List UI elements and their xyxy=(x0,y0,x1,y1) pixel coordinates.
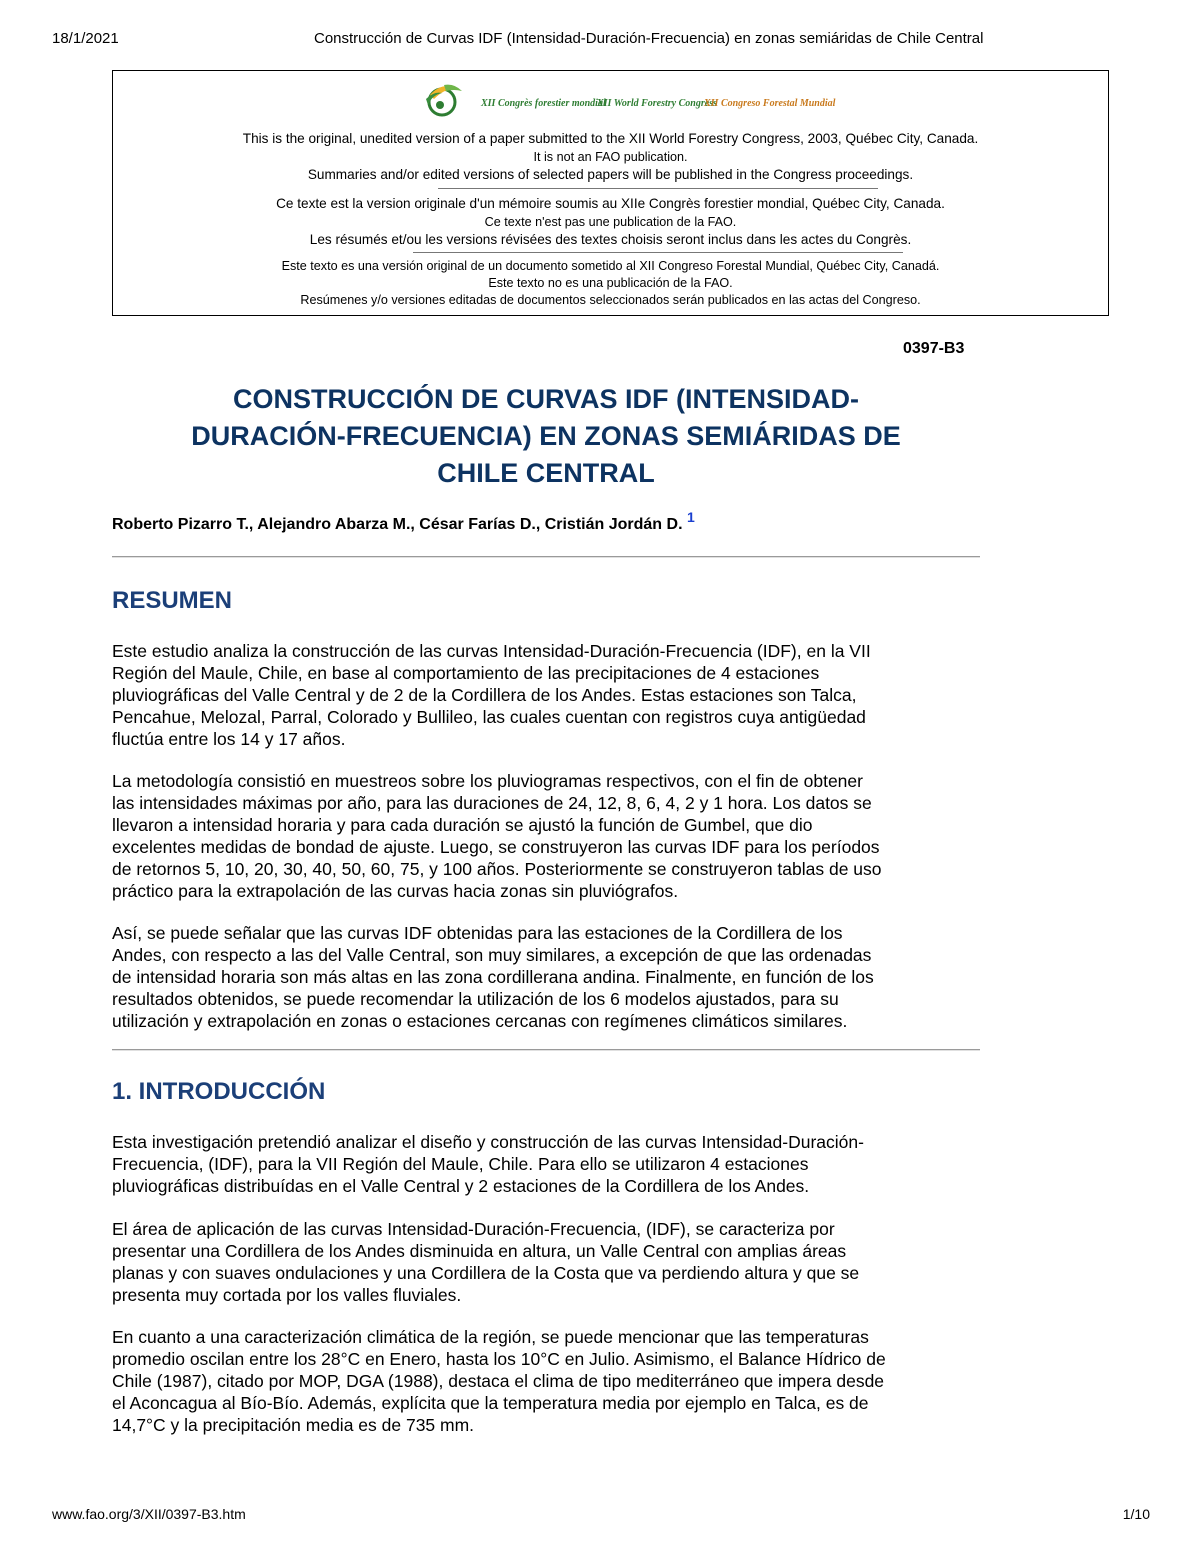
text-line: pluviográficas del Valle Central y de 2 de la Cordillera de los Andes. Estas estaciones son Talca, xyxy=(112,685,857,705)
text-line: fluctúa entre los 14 y 17 años. xyxy=(112,729,346,749)
footnote-link[interactable]: 1 xyxy=(686,509,695,525)
text-line: Andes, con respecto a las del Valle Central, son muy similares, a excepción de que las ordenadas xyxy=(112,945,872,965)
text-line: planas y con suaves ondulaciones y una Cordillera de la Costa que va perdiendo altura y que se xyxy=(112,1263,860,1283)
text-line: presentar una Cordillera de los Andes disminuida en altura, un Valle Central con amplias áreas xyxy=(112,1241,847,1261)
paragraph xyxy=(112,1131,992,1197)
notice-line: Este texto es una versión original de un documento sometido al XII Congreso Forestal Mundial, Québec City, Canadá. xyxy=(281,259,940,273)
text-line: Chile (1987), citado por MOP, DGA (1988), destaca el clima de tipo mediterráneo que impera desde xyxy=(112,1371,885,1391)
notice-line: It is not an FAO publication. xyxy=(533,150,688,164)
notice-english xyxy=(113,130,1108,184)
text-line: La metodología consistió en muestreos sobre los pluviogramas respectivos, con el fin de obtener xyxy=(112,771,863,791)
paragraph xyxy=(112,1326,992,1436)
text-line: pluviográficas distribuídas en el Valle Central y 2 estaciones de la Cordillera de los Andes. xyxy=(112,1176,810,1196)
horizontal-rule xyxy=(112,1049,980,1051)
author-list: Roberto Pizarro T., Alejandro Abarza M., César Farías D., Cristián Jordán D. xyxy=(112,516,683,533)
text-line: Frecuencia, (IDF), para la VII Región del Maule, Chile. Para ello se utilizaron 4 estaciones xyxy=(112,1154,809,1174)
text-line: 14,7°C y la precipitación media es de 735 mm. xyxy=(112,1415,475,1435)
notice-line: Les résumés et/ou les versions révisées des textes choisis seront inclus dans les actes du Congrès. xyxy=(309,232,912,247)
notice-line: This is the original, unedited version of a paper submitted to the XII World Forestry Congress, 2003, Québec City, Canada. xyxy=(242,131,979,146)
heading-resumen: RESUMEN xyxy=(112,587,233,614)
text-line: Así, se puede señalar que las curvas IDF obtenidas para las estaciones de la Cordillera de los xyxy=(112,923,843,943)
banner-text-fr: XII World Forestry Congress xyxy=(597,98,717,109)
title-line: CONSTRUCCIÓN DE CURVAS IDF (INTENSIDAD- xyxy=(232,384,859,414)
banner-text-es: XII Congreso Forestal Mundial xyxy=(704,98,836,109)
text-line: resultados obtenidos, se puede recomendar la utilización de los 6 modelos ajustados, para su xyxy=(112,989,839,1009)
paragraph xyxy=(112,640,992,750)
title-line: DURACIÓN-FRECUENCIA) EN ZONAS SEMIÁRIDAS DE xyxy=(191,421,901,451)
notice-line: Summaries and/or edited versions of selected papers will be published in the Congress proceedings. xyxy=(307,167,914,182)
text-line: presenta muy cortada por los valles fluviales. xyxy=(112,1285,462,1305)
text-line: de intensidad horaria son más altas en las zona cordillerana andina. Finalmente, en función de los xyxy=(112,967,874,987)
text-line: Región del Maule, Chile, en base al comportamiento de las precipitaciones de 4 estaciones xyxy=(112,663,820,683)
print-page-title: Construcción de Curvas IDF (Intensidad-Duración-Frecuencia) en zonas semiáridas de Chile Central xyxy=(314,30,984,47)
text-line: práctico para la extrapolación de las curvas hacia zonas sin pluviógrafos. xyxy=(112,881,679,901)
text-line: llevaron a intensidad horaria y para cada duración se ajustó la función de Gumbel, que dio xyxy=(112,815,813,835)
text-line: Este estudio analiza la construcción de las curvas Intensidad-Duración-Frecuencia (IDF), en la VII xyxy=(112,641,871,661)
horizontal-rule xyxy=(112,556,980,558)
text-line: excelentes medidas de bondad de ajuste. Luego, se construyeron las curvas IDF para los períodos xyxy=(112,837,880,857)
notice-divider xyxy=(413,252,903,253)
text-line: utilización y extrapolación en zonas o estaciones cercanas con regímenes climáticos similares. xyxy=(112,1011,848,1031)
heading-introduccion: 1. INTRODUCCIÓN xyxy=(112,1078,326,1105)
page-number: 1/10 xyxy=(1122,1506,1150,1522)
text-line: el Aconcagua al Bío-Bío. Además, explícita que la temperatura media por ejemplo en Talca, es de xyxy=(112,1393,869,1413)
notice-divider xyxy=(438,188,878,189)
print-footer xyxy=(52,1506,1150,1526)
banner-text-en: XII Congrès forestier mondial xyxy=(481,98,606,109)
notice-spanish xyxy=(113,258,1108,309)
notice-french xyxy=(113,195,1108,249)
paragraph xyxy=(112,770,992,902)
text-line: las intensidades máximas por año, para las duraciones de 24, 12, 8, 6, 4, 2 y 1 hora. Los datos se xyxy=(112,793,872,813)
text-line: promedio oscilan entre los 28°C en Enero, hasta los 10°C en Julio. Asimismo, el Balance Hídrico de xyxy=(112,1349,886,1369)
text-line: de retornos 5, 10, 20, 30, 40, 50, 60, 75, y 100 años. Posteriormente se construyeron tablas de uso xyxy=(112,859,882,879)
notice-line: Ce texte est la version originale d'un mémoire soumis au XIIe Congrès forestier mondial, Québec City, Canada. xyxy=(276,196,945,211)
title-line: CHILE CENTRAL xyxy=(437,458,655,488)
congress-logo-icon xyxy=(420,81,466,119)
text-line: Pencahue, Melozal, Parral, Colorado y Bullileo, las cuales cuentan con registros cuya antigüedad xyxy=(112,707,866,727)
document-code: 0397-B3 xyxy=(903,340,965,357)
notice-line: Resúmenes y/o versiones editadas de documentos seleccionados serán publicados en las actas del Congreso. xyxy=(300,293,921,307)
print-header xyxy=(52,30,1150,50)
text-line: El área de aplicación de las curvas Intensidad-Duración-Frecuencia, (IDF), se caracteriza por xyxy=(112,1219,835,1239)
print-date: 18/1/2021 xyxy=(52,30,119,47)
text-line: Esta investigación pretendió analizar el diseño y construcción de las curvas Intensidad-Duración- xyxy=(112,1132,864,1152)
page-url: www.fao.org/3/XII/0397-B3.htm xyxy=(52,1506,246,1522)
congress-banner xyxy=(113,79,1108,117)
text-line: En cuanto a una caracterización climática de la región, se puede mencionar que las temperaturas xyxy=(112,1327,869,1347)
notice-line: Este texto no es una publicación de la FAO. xyxy=(488,276,733,290)
paragraph xyxy=(112,1218,992,1306)
notice-line: Ce texte n'est pas une publication de la FAO. xyxy=(484,215,737,229)
paragraph xyxy=(112,922,992,1032)
page-title xyxy=(112,381,980,492)
congress-notice-box xyxy=(112,70,1109,316)
authors xyxy=(112,509,695,534)
